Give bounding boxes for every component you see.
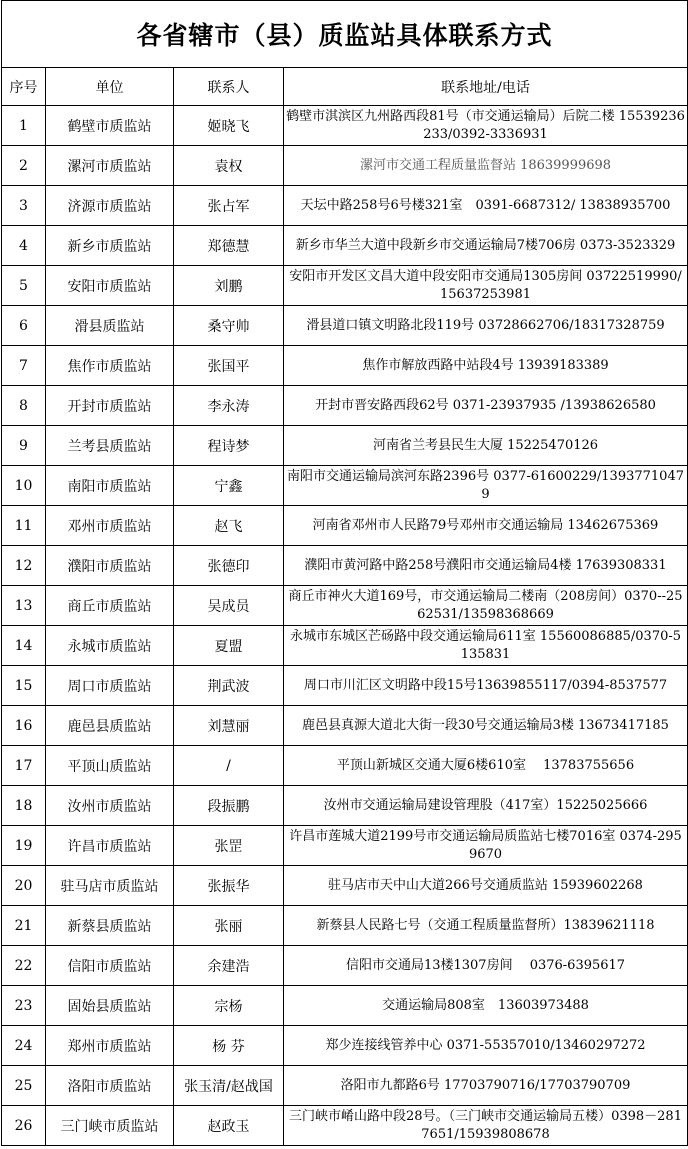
row-address: 平顶山新城区交通大厦6楼610室 13783755656	[284, 746, 688, 786]
row-seq: 14	[2, 626, 46, 666]
row-address: 安阳市开发区文昌大道中段安阳市交通局1305房间 03722519990/15637253981	[284, 266, 688, 306]
row-address: 濮阳市黄河路中路258号濮阳市交通运输局4楼 17639308331	[284, 546, 688, 586]
row-contact: 宗杨	[174, 986, 284, 1026]
table-row	[2, 1106, 688, 1146]
row-contact: 程诗梦	[174, 426, 284, 466]
row-seq: 26	[2, 1106, 46, 1146]
table-row	[2, 666, 688, 706]
row-address: 鹤壁市淇滨区九州路西段81号（市交通运输局）后院二楼 15539236233/0392-3336931	[284, 106, 688, 146]
row-seq: 21	[2, 906, 46, 946]
row-unit: 邓州市质监站	[46, 506, 174, 546]
row-seq: 3	[2, 186, 46, 226]
header-contact: 联系人	[174, 68, 284, 106]
row-address: 周口市川汇区文明路中段15号13639855117/0394-8537577	[284, 666, 688, 706]
row-address: 交通运输局808室 13603973488	[284, 986, 688, 1026]
row-address: 河南省邓州市人民路79号邓州市交通运输局 13462675369	[284, 506, 688, 546]
row-address: 新乡市华兰大道中段新乡市交通运输局7楼706房 0373-3523329	[284, 226, 688, 266]
table-header-row	[2, 68, 688, 106]
table-row	[2, 1026, 688, 1066]
row-unit: 鹤壁市质监站	[46, 106, 174, 146]
row-address: 许昌市莲城大道2199号市交通运输局质监站七楼7016室 0374-2959670	[284, 826, 688, 866]
table-row	[2, 986, 688, 1026]
row-seq: 19	[2, 826, 46, 866]
row-address: 焦作市解放西路中站段4号 13939183389	[284, 346, 688, 386]
row-contact: 段振鹏	[174, 786, 284, 826]
row-contact: 刘鹏	[174, 266, 284, 306]
table-row	[2, 906, 688, 946]
row-unit: 兰考县质监站	[46, 426, 174, 466]
table-row	[2, 146, 688, 186]
row-seq: 11	[2, 506, 46, 546]
row-contact: 郑德慧	[174, 226, 284, 266]
row-seq: 5	[2, 266, 46, 306]
table-row	[2, 706, 688, 746]
row-unit: 汝州市质监站	[46, 786, 174, 826]
row-contact: 张振华	[174, 866, 284, 906]
row-seq: 4	[2, 226, 46, 266]
row-contact: 张德印	[174, 546, 284, 586]
row-unit: 信阳市质监站	[46, 946, 174, 986]
row-unit: 永城市质监站	[46, 626, 174, 666]
row-unit: 商丘市质监站	[46, 586, 174, 626]
table-row	[2, 866, 688, 906]
row-address: 河南省兰考县民生大厦 15225470126	[284, 426, 688, 466]
row-seq: 18	[2, 786, 46, 826]
table-row	[2, 226, 688, 266]
table-body	[2, 106, 688, 1146]
row-unit: 济源市质监站	[46, 186, 174, 226]
row-contact: /	[174, 746, 284, 786]
row-address: 三门峡市崤山路中段28号。（三门峡市交通运输局五楼）0398－2817651/15939808678	[284, 1106, 688, 1146]
page-title: 各省辖市（县）质监站具体联系方式	[2, 1, 688, 68]
row-seq: 8	[2, 386, 46, 426]
table-row	[2, 586, 688, 626]
row-seq: 16	[2, 706, 46, 746]
row-unit: 驻马店市质监站	[46, 866, 174, 906]
row-contact: 荆武波	[174, 666, 284, 706]
row-unit: 安阳市质监站	[46, 266, 174, 306]
header-address: 联系地址/电话	[284, 68, 688, 106]
table-row	[2, 746, 688, 786]
row-seq: 10	[2, 466, 46, 506]
row-seq: 7	[2, 346, 46, 386]
contact-table	[1, 0, 688, 1146]
table-row	[2, 1066, 688, 1106]
row-unit: 新蔡县质监站	[46, 906, 174, 946]
row-unit: 开封市质监站	[46, 386, 174, 426]
table-row	[2, 266, 688, 306]
row-seq: 9	[2, 426, 46, 466]
row-contact: 杨 芬	[174, 1026, 284, 1066]
table-row	[2, 946, 688, 986]
row-contact: 张国平	[174, 346, 284, 386]
row-seq: 15	[2, 666, 46, 706]
row-unit: 三门峡市质监站	[46, 1106, 174, 1146]
header-unit: 单位	[46, 68, 174, 106]
row-contact: 张罡	[174, 826, 284, 866]
row-address: 郑少连接线管养中心 0371-55357010/13460297272	[284, 1026, 688, 1066]
row-address: 漯河市交通工程质量监督站 18639999698	[284, 146, 688, 186]
row-contact: 李永涛	[174, 386, 284, 426]
row-unit: 许昌市质监站	[46, 826, 174, 866]
row-address: 汝州市交通运输局建设管理股（417室）15225025666	[284, 786, 688, 826]
row-address: 天坛中路258号6号楼321室 0391-6687312/ 13838935700	[284, 186, 688, 226]
row-unit: 周口市质监站	[46, 666, 174, 706]
row-seq: 24	[2, 1026, 46, 1066]
row-address: 驻马店市天中山大道266号交通质监站 15939602268	[284, 866, 688, 906]
table-row	[2, 106, 688, 146]
row-contact: 刘慧丽	[174, 706, 284, 746]
row-address: 信阳市交通局13楼1307房间 0376-6395617	[284, 946, 688, 986]
table-row	[2, 306, 688, 346]
row-seq: 13	[2, 586, 46, 626]
row-contact: 姬晓飞	[174, 106, 284, 146]
table-row	[2, 786, 688, 826]
table-row	[2, 826, 688, 866]
row-unit: 郑州市质监站	[46, 1026, 174, 1066]
row-address: 新蔡县人民路七号（交通工程质量监督所）13839621118	[284, 906, 688, 946]
row-unit: 平顶山质监站	[46, 746, 174, 786]
row-seq: 25	[2, 1066, 46, 1106]
table-row	[2, 626, 688, 666]
row-unit: 滑县质监站	[46, 306, 174, 346]
row-contact: 赵飞	[174, 506, 284, 546]
row-seq: 17	[2, 746, 46, 786]
row-contact: 夏盟	[174, 626, 284, 666]
table-row	[2, 386, 688, 426]
table-row	[2, 506, 688, 546]
table-row	[2, 346, 688, 386]
row-address: 鹿邑县真源大道北大街一段30号交通运输局3楼 13673417185	[284, 706, 688, 746]
row-address: 永城市东城区芒砀路中段交通运输局611室 15560086885/0370-5135831	[284, 626, 688, 666]
row-address: 南阳市交通运输局滨河东路2396号 0377-61600229/13937710479	[284, 466, 688, 506]
row-contact: 张丽	[174, 906, 284, 946]
row-contact: 赵政玉	[174, 1106, 284, 1146]
row-contact: 桑守帅	[174, 306, 284, 346]
row-unit: 鹿邑县质监站	[46, 706, 174, 746]
row-address: 洛阳市九都路6号 17703790716/17703790709	[284, 1066, 688, 1106]
row-seq: 20	[2, 866, 46, 906]
row-seq: 1	[2, 106, 46, 146]
row-contact: 袁权	[174, 146, 284, 186]
row-unit: 漯河市质监站	[46, 146, 174, 186]
table-row	[2, 186, 688, 226]
row-seq: 6	[2, 306, 46, 346]
row-unit: 南阳市质监站	[46, 466, 174, 506]
contact-table-sheet	[1, 0, 687, 1146]
row-contact: 张玉清/赵战国	[174, 1066, 284, 1106]
row-address: 商丘市神火大道169号，市交通运输局二楼南（208房间）0370--2562531/13598368669	[284, 586, 688, 626]
row-contact: 吴成员	[174, 586, 284, 626]
table-row	[2, 466, 688, 506]
row-contact: 余建浩	[174, 946, 284, 986]
table-row	[2, 426, 688, 466]
row-seq: 23	[2, 986, 46, 1026]
row-contact: 宁鑫	[174, 466, 284, 506]
table-row	[2, 546, 688, 586]
header-seq: 序号	[2, 68, 46, 106]
row-unit: 洛阳市质监站	[46, 1066, 174, 1106]
row-unit: 濮阳市质监站	[46, 546, 174, 586]
row-unit: 焦作市质监站	[46, 346, 174, 386]
row-seq: 2	[2, 146, 46, 186]
row-address: 开封市晋安路西段62号 0371-23937935 /13938626580	[284, 386, 688, 426]
row-seq: 12	[2, 546, 46, 586]
row-seq: 22	[2, 946, 46, 986]
row-unit: 新乡市质监站	[46, 226, 174, 266]
row-unit: 固始县质监站	[46, 986, 174, 1026]
row-address: 滑县道口镇文明路北段119号 03728662706/18317328759	[284, 306, 688, 346]
row-contact: 张占军	[174, 186, 284, 226]
